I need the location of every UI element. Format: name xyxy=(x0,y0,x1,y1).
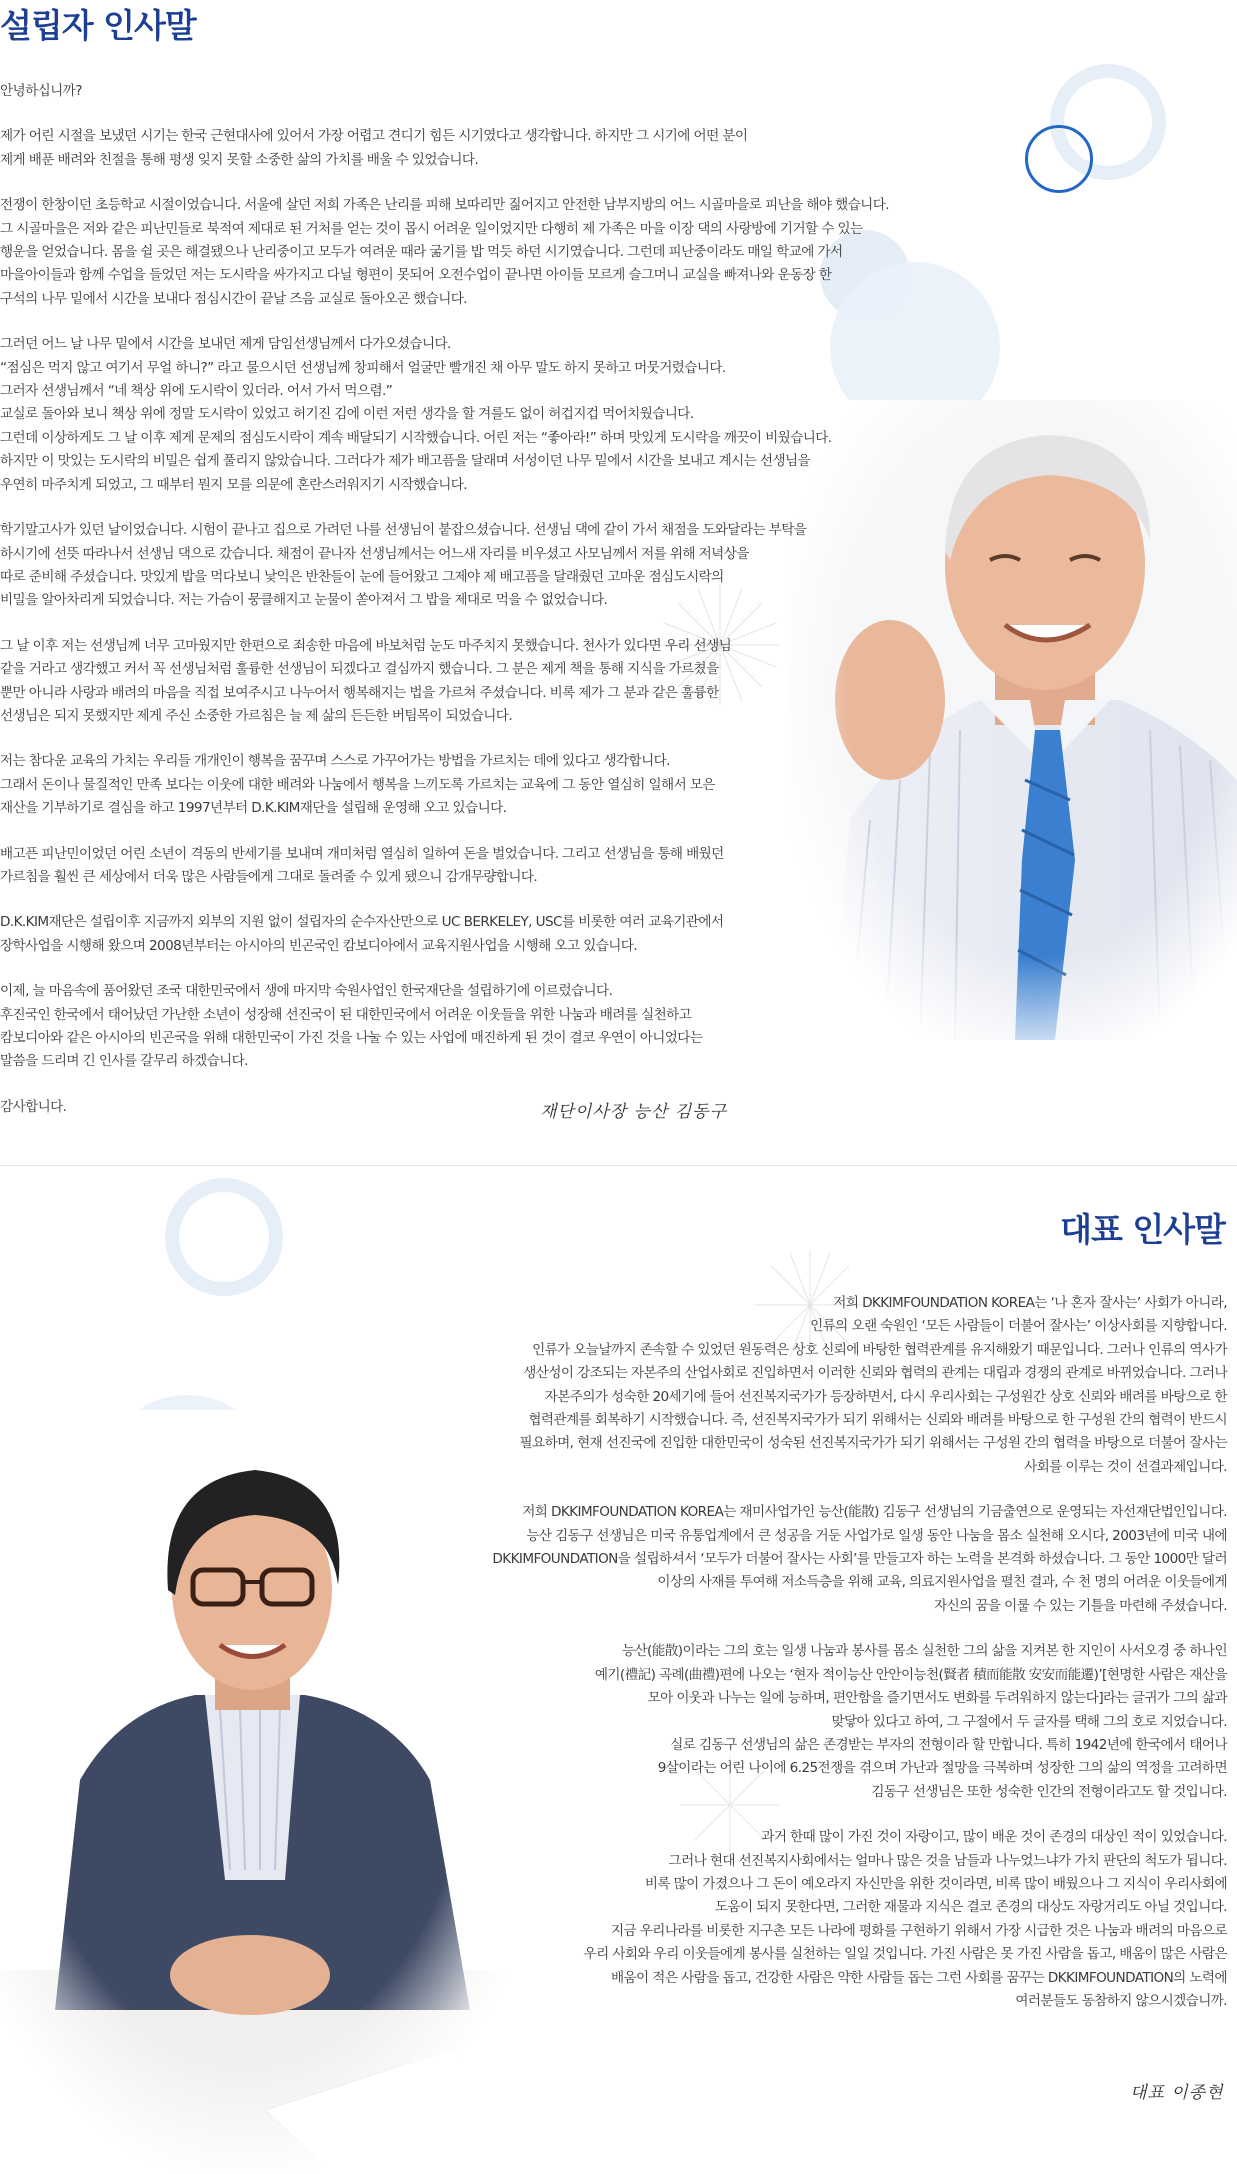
paragraph-line: 과거 한때 많이 가진 것이 자랑이고, 많이 배운 것이 존경의 대상인 적이 있었습니다. xyxy=(761,1829,1227,1846)
paragraph-line: 같을 거라고 생각했고 커서 꼭 선생님처럼 훌륭한 선생님이 되겠다고 결심까지 했습니다. 그 분은 제게 책을 통해 지식을 가르쳤을 xyxy=(0,661,719,678)
paragraph-line: 우연히 마주치게 되었고, 그 때부터 뭔지 모를 의문에 혼란스러워지기 시작했습니다. xyxy=(0,476,468,493)
founder-greeting-body xyxy=(0,80,889,1141)
greeting-paragraph xyxy=(0,125,889,172)
paragraph-line: 우리 사회와 우리 이웃들에게 봉사를 실천하는 일일 것입니다. 가진 사람은 못 가진 사람을 돕고, 배움이 많은 사람은 xyxy=(583,1946,1227,1963)
paragraph-line: DKKIMFOUNDATION을 설립하셔서 ‘모두가 더불어 잘사는 사회’를 만들고자 하는 노력을 본격화 하셨습니다. 그 동안 1000만 달러 xyxy=(492,1551,1227,1568)
paragraph-line: 9살이라는 어린 나이에 6.25전쟁을 겪으며 가난과 절망을 극복하며 성장한 그의 삶의 역정을 고려하면 xyxy=(657,1760,1227,1777)
founder-greeting-title: 설립자 인사말 xyxy=(0,6,196,45)
paragraph-line: 전쟁이 한창이던 초등학교 시절이었습니다. 서울에 살던 저희 가족은 난리를 피해 보따리만 짊어지고 안전한 남부지방의 어느 시골마을로 피난을 해야 했습니다. xyxy=(0,197,889,214)
paragraph-line: 인류가 오늘날까지 존속할 수 있었던 원동력은 상호 신뢰에 바탕한 협력관계를 유지해왔기 때문입니다. 그러나 인류의 역사가 xyxy=(532,1341,1227,1358)
paragraph-line: 비록 많이 가졌으나 그 돈이 예오라지 자신만을 위한 것이라면, 비록 많이 배웠으나 그 지식이 우리사회에 xyxy=(644,1875,1227,1892)
paragraph-line: 그러자 선생님께서 “네 책상 위에 도시락이 있더라. 어서 가서 먹으렴.” xyxy=(0,383,393,400)
greeting-paragraph xyxy=(0,80,889,103)
paragraph-line: 김동구 선생님은 또한 성숙한 인간의 전형이라고도 할 것입니다. xyxy=(871,1783,1227,1800)
paragraph-line: 장학사업을 시행해 왔으며 2008년부터는 아시아의 빈곤국인 캄보디아에서 교육지원사업을 시행해 오고 있습니다. xyxy=(0,937,638,954)
paragraph-line: 캄보디아와 같은 아시아의 빈곤국을 위해 대한민국이 가진 것을 나눌 수 있는 사업에 매진하게 된 것이 결코 우연이 아니었다는 xyxy=(0,1030,703,1046)
paragraph-line: 행운을 얻었습니다. 몸을 쉴 곳은 해결됐으나 난리중이고 모두가 여려운 때라 굶기를 밥 먹듯 하던 시기였습니다. 그런데 피난중이라도 매일 학교에 가서 xyxy=(0,244,843,261)
greeting-paragraph xyxy=(0,1096,889,1119)
greeting-paragraph xyxy=(492,1501,1227,1618)
paragraph-line: 제게 배푼 배려와 친절을 통해 평생 잊지 못할 소중한 삶의 가치를 배울 수 있었습니다. xyxy=(0,151,479,168)
paragraph-line: 뿐만 아니라 사랑과 배려의 마음을 직접 보여주시고 나누어서 행복해지는 법을 가르쳐 주셨습니다. 비록 제가 그 분과 같은 훌륭한 xyxy=(0,684,719,701)
paragraph-line: 그 날 이후 저는 선생님께 너무 고마웠지만 한편으로 죄송한 마음에 바보처럼 눈도 마주치지 못했습니다. 천사가 있다면 우리 선생님 xyxy=(0,637,732,654)
paragraph-line: 배움이 적은 사람을 돕고, 건강한 사람은 약한 사람들 돕는 그런 사회를 꿈꾸는 DKKIMFOUNDATION의 노력에 xyxy=(610,1969,1227,1986)
greeting-paragraph xyxy=(0,519,889,613)
paragraph-line: 실로 김동구 선생님의 삶은 존경받는 부자의 전형이라 할 만합니다. 특히 1942년에 한국에서 태어나 xyxy=(670,1736,1227,1753)
greeting-paragraph xyxy=(0,635,889,729)
paragraph-line: 가르침을 훨씬 큰 세상에서 더욱 많은 사람들에게 그대로 돌려줄 수 있게 됐으니 감개무량합니다. xyxy=(0,868,538,885)
paragraph-line: 제가 어린 시절을 보냈던 시기는 한국 근현대사에 있어서 가장 어렵고 견디기 힘든 시기였다고 생각합니다. 하지만 그 시기에 어떤 분이 xyxy=(0,128,748,145)
paragraph-line: 생산성이 강조되는 자본주의 산업사회로 진입하면서 이러한 신뢰와 협력의 관계는 대립과 경쟁의 관계로 바뀌었습니다. 그러나 xyxy=(523,1365,1227,1382)
paragraph-line: 하시기에 선뜻 따라나서 선생님 댁으로 갔습니다. 채점이 끝나자 선생님께서는 어느새 자리를 비우셨고 사모님께서 저를 위해 저녁상을 xyxy=(0,545,749,562)
paragraph-line: 그래서 돈이나 물질적인 만족 보다는 이웃에 대한 배려와 나눔에서 행복을 느끼도록 가르치는 교육에 그 동안 열심히 일해서 모은 xyxy=(0,776,715,793)
representative-greeting-title: 대표 인사말 xyxy=(1060,1210,1225,1249)
greeting-paragraph xyxy=(0,194,889,311)
paragraph-line: 교실로 돌아와 보니 책상 위에 정말 도시락이 있었고 허기진 김에 이런 저런 생각을 할 겨를도 없이 허겁지겁 먹어치웠습니다. xyxy=(0,406,694,423)
representative-photo xyxy=(0,1410,510,2170)
paragraph-line: 인류의 오랜 숙원인 ‘모든 사람들이 더불어 잘사는’ 이상사회를 지향합니다. xyxy=(810,1318,1227,1335)
paragraph-line: 그러나 현대 선진복지사회에서는 얼마나 많은 것을 남들과 나누었느냐가 가치 판단의 척도가 됩니다. xyxy=(668,1852,1227,1869)
paragraph-line: 그런데 이상하게도 그 날 이후 제게 문제의 점심도시락이 계속 배달되기 시작했습니다. 어린 저는 “좋아라!” 하며 맛있게 도시락을 깨끗이 비웠습니다. xyxy=(0,429,832,446)
paragraph-line: 모아 이웃과 나누는 일에 능하며, 편안함을 즐기면서도 변화를 두려워하지 않는다]라는 글귀가 그의 삶과 xyxy=(647,1690,1227,1707)
paragraph-line: 사회를 이루는 것이 선결과제입니다. xyxy=(1024,1458,1227,1475)
greeting-paragraph xyxy=(0,843,889,890)
representative-greeting-section xyxy=(0,1160,1237,2174)
greeting-paragraph xyxy=(492,1292,1227,1479)
paragraph-line: 이제, 늘 마음속에 품어왔던 조국 대한민국에서 생에 마지막 숙원사업인 한국재단을 설립하기에 이르렀습니다. xyxy=(0,983,613,1000)
paragraph-line: 배고픈 피난민이었던 어린 소년이 격동의 반세기를 보내며 개미처럼 열심히 일하여 돈을 벌었습니다. 그리고 선생님을 통해 배웠던 xyxy=(0,845,724,862)
paragraph-line: 감사합니다. xyxy=(0,1098,67,1115)
paragraph-line: 이상의 사재를 투여해 저소득층을 위해 교육, 의료지원사업을 펼친 결과, 수 천 명의 어려운 이웃들에게 xyxy=(657,1574,1227,1591)
paragraph-line: 그러던 어느 날 나무 밑에서 시간을 보내던 제게 담임선생님께서 다가오셨습니다. xyxy=(0,336,451,353)
representative-signature: 대표 이종현 xyxy=(1130,2083,1224,2103)
greeting-paragraph xyxy=(0,911,889,958)
greeting-paragraph xyxy=(492,1640,1227,1804)
decorative-circle xyxy=(165,1178,283,1296)
paragraph-line: 협력관계를 회복하기 시작했습니다. 즉, 선진복지국가가 되기 위해서는 신뢰와 배려를 바탕으로 한 구성원 간의 협력이 반드시 xyxy=(528,1412,1227,1429)
paragraph-line: 지금 우리나라를 비롯한 지구촌 모든 나라에 평화를 구현하기 위해서 가장 시급한 것은 나눔과 배려의 마음으로 xyxy=(610,1922,1227,1939)
paragraph-line: 안녕하십니까? xyxy=(0,83,82,99)
paragraph-line: 말씀을 드리며 긴 인사를 갈무리 하겠습니다. xyxy=(0,1053,248,1070)
paragraph-line: 그 시골마을은 저와 같은 피난민들로 북적여 제대로 된 거처를 얻는 것이 몹시 어려운 일이었지만 다행히 제 가족은 마을 이장 댁의 사랑방에 기거할 수 있는 xyxy=(0,220,863,237)
paragraph-line: 여러분들도 동참하지 않으시겠습니까. xyxy=(1015,1992,1227,2009)
paragraph-line: 능산 김동구 선생님은 미국 유통업계에서 큰 성공을 거둔 사업가로 일생 동안 나눔을 몸소 실천해 오시다, 2003년에 미국 내에 xyxy=(526,1527,1227,1544)
greeting-paragraph xyxy=(0,750,889,820)
paragraph-line: D.K.KIM재단은 설립이후 지금까지 외부의 지원 없이 설립자의 순수자산만으로 UC BERKELEY, USC를 비롯한 여러 교육기관에서 xyxy=(0,914,724,931)
paragraph-line: 재산을 기부하기로 결심을 하고 1997년부터 D.K.KIM재단을 설립해 운영해 오고 있습니다. xyxy=(0,800,507,817)
greeting-paragraph xyxy=(0,333,889,497)
paragraph-line: 자본주의가 성숙한 20세기에 들어 선진복지국가가 등장하면서, 다시 우리사회는 구성원간 상호 신뢰와 배려를 바탕으로 한 xyxy=(544,1388,1227,1405)
paragraph-line: 하지만 이 맛있는 도시락의 비밀은 쉽게 풀리지 않았습니다. 그러다가 제가 배고픔을 달래며 서성이던 나무 밑에서 시간을 보내고 계시는 선생님을 xyxy=(0,453,811,470)
paragraph-line: 저는 참다운 교육의 가치는 우리들 개개인이 행복을 꿈꾸며 스스로 가꾸어가는 방법을 가르치는 데에 있다고 생각합니다. xyxy=(0,753,670,770)
paragraph-line: 도움이 되지 못한다면, 그러한 재물과 지식은 결코 존경의 대상도 자랑거리도 아닐 것입니다. xyxy=(714,1899,1227,1916)
paragraph-line: 마을아이들과 함께 수업을 들었던 저는 도시락을 싸가지고 다닐 형편이 못되어 오전수업이 끝나면 아이들 모르게 슬그머니 교실을 빠져나와 운동장 한 xyxy=(0,267,832,284)
paragraph-line: 선생님은 되지 못했지만 제게 주신 소중한 가르침은 늘 제 삶의 든든한 버팀목이 되었습니다. xyxy=(0,707,513,724)
paragraph-line: 필요하며, 현재 선진국에 진입한 대한민국이 성숙된 선진복지국가가 되기 위해서는 구성원 간의 협력을 바탕으로 더불어 잘사는 xyxy=(519,1435,1227,1452)
paragraph-line: 능산(能散)이라는 그의 호는 일생 나눔과 봉사를 몸소 실천한 그의 삶을 지켜본 한 지인이 사서오경 중 하나인 xyxy=(621,1643,1227,1660)
decorative-ring xyxy=(1025,125,1093,193)
greeting-paragraph xyxy=(0,980,889,1074)
paragraph-line: 비밀을 알아차리게 되었습니다. 저는 가슴이 뭉클해지고 눈물이 쏟아져서 그 밥을 제대로 먹을 수 없었습니다. xyxy=(0,592,608,609)
paragraph-line: 학기말고사가 있던 날이었습니다. 시험이 끝나고 집으로 가려던 나를 선생님이 붙잡으셨습니다. 선생님 댁에 같이 가서 채점을 도와달라는 부탁을 xyxy=(0,522,807,539)
paragraph-line: “점심은 먹지 않고 여기서 무얼 하니?” 라고 물으시던 선생님께 창피해서 얼굴만 빨개진 채 아무 말도 하지 못하고 머뭇거렸습니다. xyxy=(0,359,726,376)
paragraph-line: 후진국인 한국에서 태어났던 가난한 소년이 성장해 선진국이 된 대한민국에서 어려운 이웃들을 위한 나눔과 배려를 실천하고 xyxy=(0,1006,692,1023)
paragraph-line: 자신의 꿈을 이룰 수 있는 기틀을 마련해 주셨습니다. xyxy=(934,1597,1227,1614)
representative-greeting-body xyxy=(492,1292,1227,2035)
paragraph-line: 저희 DKKIMFOUNDATION KOREA는 재미사업가인 능산(能散) 김동구 선생님의 기금출연으로 운영되는 자선재단법인입니다. xyxy=(522,1504,1227,1521)
paragraph-line: 저희 DKKIMFOUNDATION KOREA는 ‘나 혼자 잘사는’ 사회가 아니라, xyxy=(833,1295,1227,1311)
paragraph-line: 구석의 나무 밑에서 시간을 보내다 점심시간이 끝날 즈음 교실로 돌아오곤 했습니다. xyxy=(0,290,468,307)
paragraph-line: 맞닿아 있다고 하여, 그 구절에서 두 글자를 택해 그의 호로 지었습니다. xyxy=(831,1713,1227,1730)
paragraph-line: 예기(禮記) 곡례(曲禮)편에 나오는 ‘현자 적이능산 안안이능천(賢者 積而能散 安安而能遷)’[현명한 사람은 재산을 xyxy=(594,1666,1227,1683)
greeting-paragraph xyxy=(492,1826,1227,2013)
paragraph-line: 따로 준비해 주셨습니다. 맛있게 밥을 먹다보니 낯익은 반찬들이 눈에 들어왔고 그제야 제 배고픔을 달래줬던 고마운 점심도시락의 xyxy=(0,568,724,585)
founder-signature: 재단이사장 능산 김동구 xyxy=(540,1102,728,1122)
representative-portrait-illustration xyxy=(0,1410,510,2170)
